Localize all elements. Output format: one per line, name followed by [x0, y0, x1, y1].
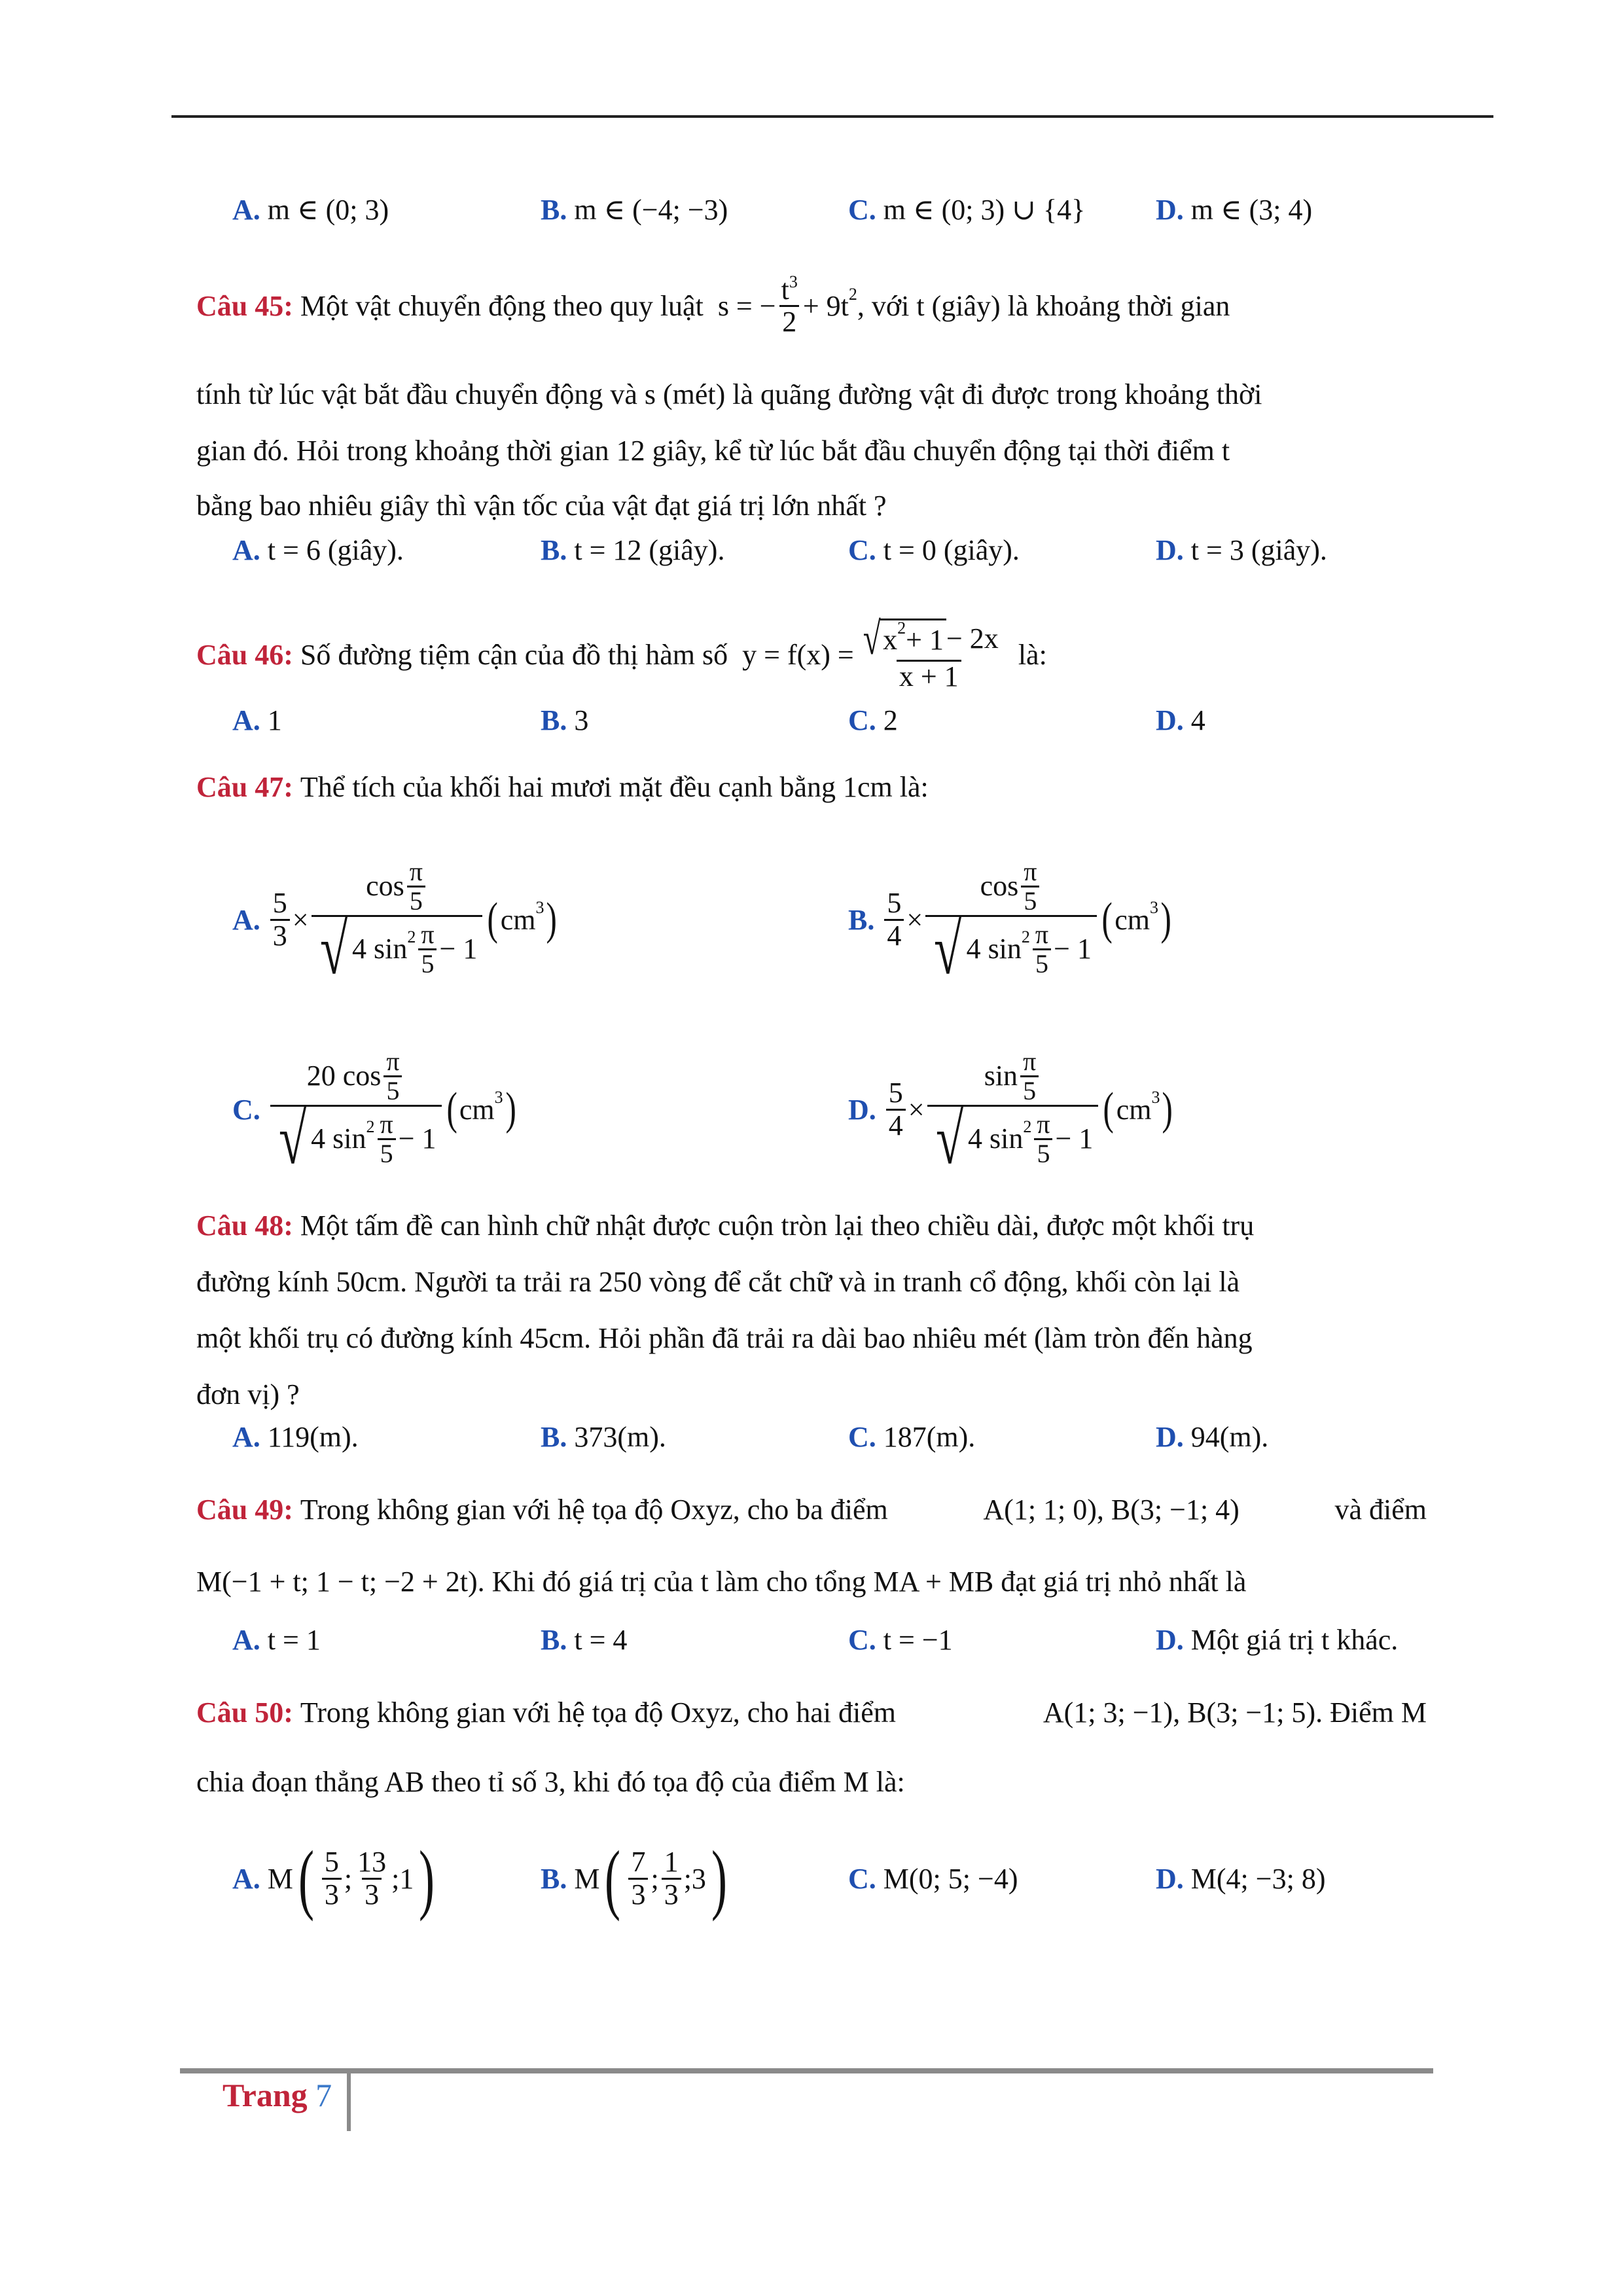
q47-line1: Câu 47: Thể tích của khối hai mươi mặt đều cạnh bằng 1cm là: — [196, 771, 929, 803]
q48-line4: đơn vị) ? — [196, 1378, 300, 1410]
footer-divider — [347, 2072, 351, 2131]
question-label: Câu 46: — [196, 639, 293, 672]
q44-options — [0, 193, 1623, 252]
q50-options — [0, 1833, 1623, 1924]
question-label: Câu 48: — [196, 1210, 293, 1242]
q49-option-a[interactable]: A. t = 1 — [232, 1624, 321, 1656]
q44-option-b[interactable]: B. m ∈ (−4; −3) — [541, 194, 728, 226]
option-text: m ∈ (0; 3) — [267, 194, 389, 226]
q45-line3: gian đó. Hỏi trong khoảng thời gian 12 giây, kể từ lúc bắt đầu chuyển động tại thời điểm t — [196, 435, 1230, 467]
q45-option-a[interactable]: A. t = 6 (giây). — [232, 534, 404, 566]
q45-option-c[interactable]: C. t = 0 (giây). — [848, 534, 1020, 566]
question-label: Câu 50: — [196, 1696, 293, 1729]
question-label: Câu 47: — [196, 771, 293, 803]
q46-formula: y = f(x) = √ x 2 + 1 − 2x x + 1 — [742, 614, 999, 692]
q45-formula: s = − $\frac{t^3}{2}$ + 9t 2 — [717, 272, 857, 338]
question-label: Câu 45: — [196, 289, 293, 322]
q48-line3: một khối trụ có đường kính 45cm. Hỏi phần đã trải ra dài bao nhiêu mét (làm tròn đến hàng — [196, 1322, 1253, 1354]
q48-option-c[interactable]: C. 187(m). — [848, 1421, 976, 1453]
q47-option-d[interactable]: D. $\frac{5}{4}$ × sin $\frac{\pi}{5}$ √ 4 sin 2 $\frac{\pi}{5}$ − 1 ( cm 3 ) — [848, 1046, 1173, 1179]
header-rule — [171, 115, 1493, 118]
q48-line2: đường kính 50cm. Người ta trải ra 250 vòng để cắt chữ và in tranh cổ động, khối còn lại là — [196, 1266, 1240, 1298]
q50-option-a[interactable]: A. M ( $\frac{5}{3}$ ; $\frac{13}{3}$ ; 1 ) — [232, 1835, 435, 1922]
q50-option-d[interactable]: D. M(4; −3; 8) — [1156, 1862, 1326, 1895]
q47-option-c[interactable]: C. 20 cos $\frac{\pi}{5}$ √ 4 sin 2 $\frac{\pi}{5}$ − 1 ( cm 3 ) — [232, 1046, 516, 1179]
sqrt-symbol: √ 4 sin 2 $\frac{\pi}{5}$ − 1 — [319, 908, 478, 989]
q49-line2: M(−1 + t; 1 − t; −2 + 2t). Khi đó giá trị của t làm cho tổng MA + MB đạt giá trị nhỏ nhất là — [196, 1566, 1247, 1598]
q50-option-b[interactable]: B. M ( $\frac{7}{3}$ ; $\frac{1}{3}$ ; 3 ) — [541, 1835, 727, 1922]
q49-line1: Câu 49: Trong không gian với hệ tọa độ Oxyz, cho ba điểm A(1; 1; 0), B(3; −1; 4) và điểm — [196, 1494, 1427, 1526]
q46-option-b[interactable]: B. 3 — [541, 704, 589, 736]
q47-option-a[interactable]: A. $\frac{5}{3}$ × cos $\frac{\pi}{5}$ √ 4 sin 2 $\frac{\pi}{5}$ − 1 ( cm 3 ) — [232, 856, 558, 989]
q50-line1: Câu 50: Trong không gian với hệ tọa độ Oxyz, cho hai điểm A(1; 3; −1), B(3; −1; 5). Điểm M — [196, 1696, 1427, 1729]
page-footer: Trang 7 — [223, 2077, 332, 2113]
q45-option-b[interactable]: B. t = 12 (giây). — [541, 534, 725, 566]
question-label: Câu 49: — [196, 1494, 293, 1526]
q45-line1: Câu 45: Một vật chuyển động theo quy luật s = − $\frac{t^3}{2}$ + 9t 2 , với t (giây) là khoảng thời gian — [196, 272, 1230, 338]
page-number: 7 — [315, 2077, 332, 2113]
sqrt-symbol: √ x 2 + 1 — [859, 619, 946, 660]
option-text: m ∈ (0; 3) ∪ {4} — [883, 194, 1086, 226]
option-text: m ∈ (3; 4) — [1190, 194, 1313, 226]
q48-options — [0, 1420, 1623, 1479]
q48-option-b[interactable]: B. 373(m). — [541, 1421, 666, 1453]
q49-options — [0, 1623, 1623, 1682]
q46-line1: Câu 46: Số đường tiệm cận của đồ thị hàm số y = f(x) = √ x 2 + 1 − 2x x + 1 là: — [196, 614, 1047, 692]
q50-line2: chia đoạn thẳng AB theo tỉ số 3, khi đó tọa độ của điểm M là: — [196, 1766, 905, 1798]
footer-rule — [180, 2068, 1433, 2073]
q46-option-d[interactable]: D. 4 — [1156, 704, 1205, 736]
q49-option-c[interactable]: C. t = −1 — [848, 1624, 953, 1656]
q45-line4: bằng bao nhiêu giây thì vận tốc của vật đạt giá trị lớn nhất ? — [196, 490, 887, 522]
q49-option-b[interactable]: B. t = 4 — [541, 1624, 628, 1656]
q46-option-a[interactable]: A. 1 — [232, 704, 282, 736]
sqrt-symbol: √ 4 sin 2 $\frac{\pi}{5}$ − 1 — [935, 1098, 1094, 1179]
q47-option-b[interactable]: B. $\frac{5}{4}$ × cos $\frac{\pi}{5}$ √ 4 sin 2 $\frac{\pi}{5}$ − 1 ( cm 3 ) — [848, 856, 1171, 989]
q48-option-a[interactable]: A. 119(m). — [232, 1421, 359, 1453]
q45-line2: tính từ lúc vật bắt đầu chuyển động và s (mét) là quãng đường vật đi được trong khoảng thời — [196, 378, 1262, 410]
sqrt-symbol: √ 4 sin 2 $\frac{\pi}{5}$ − 1 — [278, 1098, 437, 1179]
q44-option-c[interactable]: C. m ∈ (0; 3) ∪ {4} — [848, 194, 1086, 226]
q50-option-c[interactable]: C. M(0; 5; −4) — [848, 1862, 1018, 1895]
q48-option-d[interactable]: D. 94(m). — [1156, 1421, 1269, 1453]
q45-option-d[interactable]: D. t = 3 (giây). — [1156, 534, 1327, 566]
q45-options — [0, 533, 1623, 592]
q44-option-a[interactable]: A. m ∈ (0; 3) — [232, 194, 389, 226]
sqrt-symbol: √ 4 sin 2 $\frac{\pi}{5}$ − 1 — [934, 908, 1092, 989]
q49-option-d[interactable]: D. Một giá trị t khác. — [1156, 1624, 1399, 1656]
q46-option-c[interactable]: C. 2 — [848, 704, 898, 736]
option-text: m ∈ (−4; −3) — [574, 194, 728, 226]
q48-line1: Câu 48: Một tấm đề can hình chữ nhật được cuộn tròn lại theo chiều dài, được một khối trụ — [196, 1210, 1255, 1242]
q46-options — [0, 704, 1623, 762]
q44-option-d[interactable]: D. m ∈ (3; 4) — [1156, 194, 1313, 226]
